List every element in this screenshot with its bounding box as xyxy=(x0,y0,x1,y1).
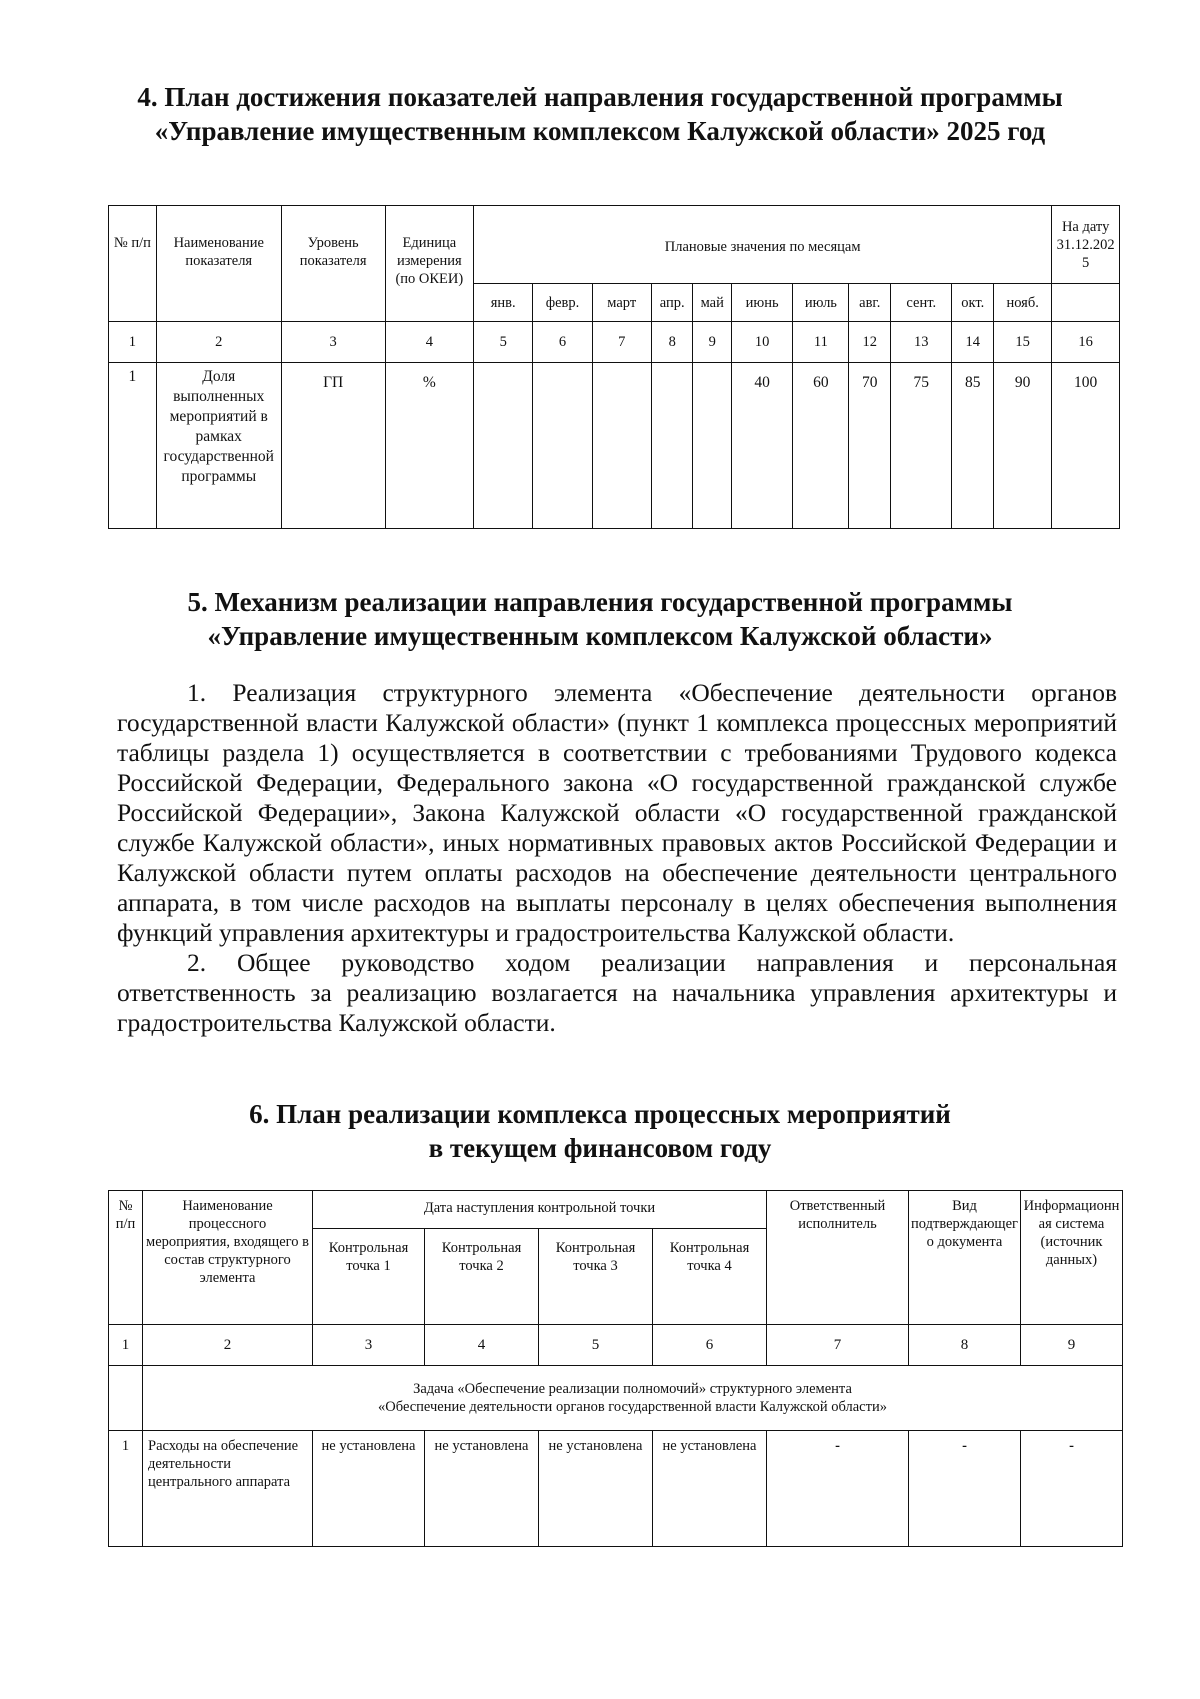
row-num: 1 xyxy=(109,1431,143,1547)
row-document-type: - xyxy=(909,1431,1021,1547)
col-number: 6 xyxy=(653,1325,767,1366)
header-control-point-1: Контрольная точка 1 xyxy=(313,1229,425,1325)
col-number: 7 xyxy=(592,322,651,363)
section5-body xyxy=(117,678,1117,1038)
row-control-point-1: не установлена xyxy=(313,1431,425,1547)
section4-title xyxy=(100,80,1100,148)
value-aug: 70 xyxy=(849,363,891,529)
indicators-plan-table xyxy=(108,205,1120,529)
col-number: 13 xyxy=(891,322,952,363)
row-level: ГП xyxy=(281,363,385,529)
col-number: 2 xyxy=(143,1325,313,1366)
header-indicator-level: Уровень показателя xyxy=(281,206,385,322)
section5-title-line2: «Управление имущественным комплексом Калужской области» xyxy=(207,621,993,651)
value-jul: 60 xyxy=(793,363,849,529)
month-jan: янв. xyxy=(474,284,533,322)
col-number: 12 xyxy=(849,322,891,363)
header-document-type: Вид подтверждающего документа xyxy=(909,1191,1021,1325)
section6-title xyxy=(100,1097,1100,1165)
col-number: 10 xyxy=(731,322,792,363)
section5-title xyxy=(100,585,1100,653)
empty-cell xyxy=(1052,284,1120,322)
section5-title-line1: 5. Механизм реализации направления государственной программы xyxy=(187,587,1013,617)
col-number: 16 xyxy=(1052,322,1120,363)
col-number: 3 xyxy=(313,1325,425,1366)
value-oct: 85 xyxy=(952,363,994,529)
section4-title-line2: «Управление имущественным комплексом Калужской области» 2025 год xyxy=(154,116,1046,146)
row-control-point-4: не установлена xyxy=(653,1431,767,1547)
col-number: 8 xyxy=(909,1325,1021,1366)
col-number: 1 xyxy=(109,1325,143,1366)
row-unit: % xyxy=(385,363,473,529)
section6-title-line2: в текущем финансовом году xyxy=(428,1133,772,1163)
header-responsible: Ответственный исполнитель xyxy=(767,1191,909,1325)
header-monthly-plan: Плановые значения по месяцам xyxy=(474,206,1052,284)
col-number: 8 xyxy=(651,322,693,363)
header-num: № п/п xyxy=(109,1191,143,1325)
col-number: 2 xyxy=(156,322,281,363)
row-info-system: - xyxy=(1021,1431,1123,1547)
month-aug: авг. xyxy=(849,284,891,322)
header-unit: Единица измерения (по ОКЕИ) xyxy=(385,206,473,322)
col-number: 4 xyxy=(425,1325,539,1366)
task-heading-line1: Задача «Обеспечение реализации полномочий» структурного элемента xyxy=(413,1381,852,1397)
task-heading xyxy=(143,1366,1123,1431)
header-date-value: На дату 31.12.2025 xyxy=(1052,206,1120,284)
month-apr: апр. xyxy=(651,284,693,322)
paragraph-1: 1. Реализация структурного элемента «Обеспечение деятельности органов государственной власти Калужской области» (пункт 1 комплекса процессных мероприятий таблицы раздела 1) осуществляется в соответствии с требованиями Трудового кодекса Российской Федерации, Федерального закона «О государственной гражданской службе Российской Федерации», Закона Калужской области «О государственной гражданской службе Калужской области», иных нормативных правовых актов Российской Федерации и Калужской области путем оплаты расходов на обеспечение деятельности центрального аппарата, в том числе расходов на выплаты персоналу в целях обеспечения выполнения функций управления архитектуры и градостроительства Калужской области. xyxy=(117,678,1117,947)
header-control-date: Дата наступления контрольной точки xyxy=(313,1191,767,1229)
row-responsible: - xyxy=(767,1431,909,1547)
value-apr xyxy=(651,363,693,529)
header-control-point-2: Контрольная точка 2 xyxy=(425,1229,539,1325)
value-sep: 75 xyxy=(891,363,952,529)
header-num: № п/п xyxy=(109,206,157,322)
col-number: 9 xyxy=(693,322,731,363)
header-info-system: Информационная система (источник данных) xyxy=(1021,1191,1123,1325)
row-num: 1 xyxy=(109,363,157,529)
col-number: 4 xyxy=(385,322,473,363)
value-jun: 40 xyxy=(731,363,792,529)
month-may: май xyxy=(693,284,731,322)
value-may xyxy=(693,363,731,529)
col-number: 14 xyxy=(952,322,994,363)
value-jan xyxy=(474,363,533,529)
col-number: 6 xyxy=(533,322,592,363)
col-number: 3 xyxy=(281,322,385,363)
row-indicator-name: Доля выполненных мероприятий в рамках государственной программы xyxy=(156,363,281,529)
row-control-point-3: не установлена xyxy=(539,1431,653,1547)
month-feb: февр. xyxy=(533,284,592,322)
month-jun: июнь xyxy=(731,284,792,322)
col-number: 1 xyxy=(109,322,157,363)
col-number: 11 xyxy=(793,322,849,363)
empty-cell xyxy=(109,1366,143,1431)
value-feb xyxy=(533,363,592,529)
month-mar: март xyxy=(592,284,651,322)
value-date: 100 xyxy=(1052,363,1120,529)
col-number: 9 xyxy=(1021,1325,1123,1366)
header-process-name: Наименование процессного мероприятия, входящего в состав структурного элемента xyxy=(143,1191,313,1325)
row-control-point-2: не установлена xyxy=(425,1431,539,1547)
value-nov: 90 xyxy=(994,363,1052,529)
header-control-point-3: Контрольная точка 3 xyxy=(539,1229,653,1325)
col-number: 5 xyxy=(539,1325,653,1366)
col-number: 15 xyxy=(994,322,1052,363)
process-plan-table xyxy=(108,1190,1123,1547)
header-control-point-4: Контрольная точка 4 xyxy=(653,1229,767,1325)
header-indicator-name: Наименование показателя xyxy=(156,206,281,322)
paragraph-2: 2. Общее руководство ходом реализации направления и персональная ответственность за реализацию возлагается на начальника управления архитектуры и градостроительства Калужской области. xyxy=(117,948,1117,1037)
section6-title-line1: 6. План реализации комплекса процессных мероприятий xyxy=(249,1099,951,1129)
month-sep: сент. xyxy=(891,284,952,322)
value-mar xyxy=(592,363,651,529)
col-number: 7 xyxy=(767,1325,909,1366)
section4-title-line1: 4. План достижения показателей направления государственной программы xyxy=(137,82,1063,112)
month-nov: нояб. xyxy=(994,284,1052,322)
task-heading-line2: «Обеспечение деятельности органов государственной власти Калужской области» xyxy=(378,1399,887,1415)
col-number: 5 xyxy=(474,322,533,363)
row-process-name: Расходы на обеспечение деятельности центрального аппарата xyxy=(143,1431,313,1547)
month-oct: окт. xyxy=(952,284,994,322)
month-jul: июль xyxy=(793,284,849,322)
